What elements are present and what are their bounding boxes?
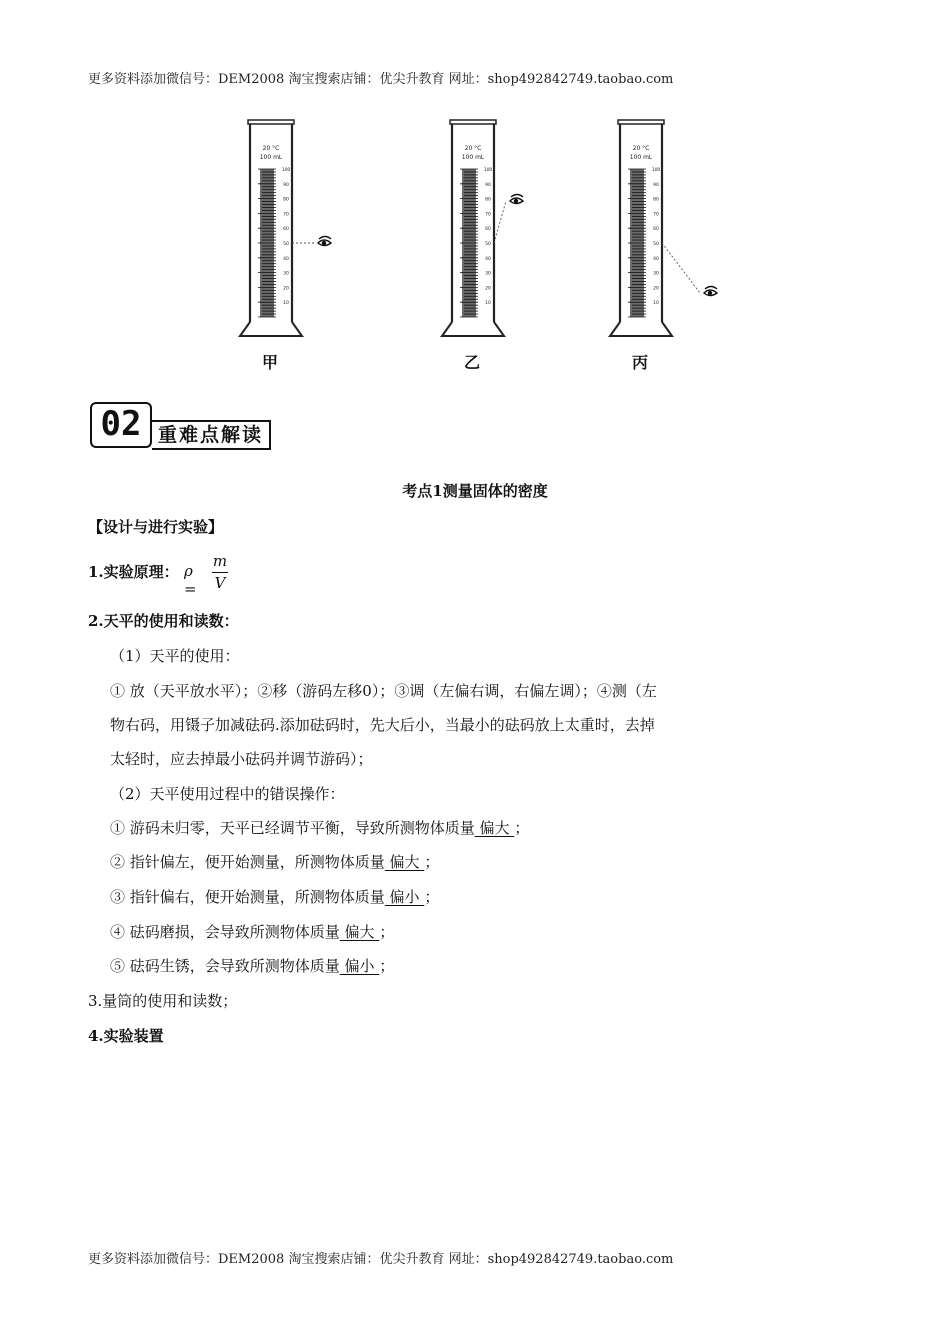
scale-tick-label: 20 [485,286,491,292]
scale-tick-label: 90 [485,182,491,188]
eye-icon [704,287,717,296]
eye-pupil [514,199,518,203]
section-title: 重难点解读 [152,420,271,450]
scale-tick-label: 90 [653,182,659,188]
scale-tick-label: 50 [283,242,289,247]
item-1-label: 1.实验原理： [88,563,179,581]
error-text: ② 指针偏左，便开始测量，所测物体质量 [110,853,385,871]
cylinder-caption: 乙 [463,353,480,372]
scale-tick-label: 70 [485,212,491,218]
numerator: m [212,552,228,570]
scale-tick-label: 60 [283,227,289,233]
eye-brow [319,237,331,240]
eye-pupil [322,241,326,245]
scale-tick-label: 80 [283,197,289,203]
cylinder-cap-label: 100 mL [259,154,283,161]
page-header: 更多资料添加微信号：DEM2008 淘宝搜索店铺：优尖升教育 网址：shop492842749.taobao.com [88,72,674,87]
sight-line [494,201,506,243]
error-item [110,921,394,942]
error-item [110,955,394,976]
scale-tick-label: 50 [485,242,491,247]
error-end: ； [379,923,395,941]
denominator: V [214,574,226,592]
item-2-label: 2.天平的使用和读数： [88,612,239,630]
section-badge [90,402,271,448]
scale-tick-label: 40 [485,256,491,262]
scale-tick-label: 90 [283,182,289,188]
scale-tick-label: 40 [283,256,289,262]
scale-tick-label: 20 [283,286,289,292]
sub-1-line: 太轻时，应去掉最小砝码并调节游码）； [110,750,373,768]
cylinder-caption: 甲 [261,353,278,372]
cylinder-rim [618,120,664,124]
cylinder-diagram [200,112,420,342]
error-text: ① 游码未归零，天平已经调节平衡，导致所测物体质量 [110,819,475,837]
cylinder-diagram [570,112,790,342]
cylinder-rim [450,120,496,124]
scale-tick-label: 60 [653,227,659,233]
error-answer: 偏大 [339,923,380,941]
scale-tick-label: 100 [483,168,493,173]
cylinder-temp-label: 20 °C [262,145,280,152]
item-3-label: 3.量筒的使用和读数； [88,992,238,1010]
error-item [110,886,439,907]
error-item [110,851,439,872]
page-footer: 更多资料添加微信号：DEM2008 淘宝搜索店铺：优尖升教育 网址：shop492842749.taobao.com [88,1252,674,1267]
scale-tick-label: 50 [653,242,659,247]
section-number: 02 [90,402,152,448]
sub-1-line: ① 放（天平放水平）；②移（游码左移0）；③调（左偏右调，右偏左调）；④测（左 [110,682,657,700]
fraction-bar [212,572,228,573]
scale-tick-label: 80 [485,197,491,203]
scale-tick-label: 30 [283,271,289,277]
scale-tick-label: 60 [485,227,491,233]
scale-tick-label: 10 [283,301,289,307]
scale-tick-label: 70 [283,212,289,218]
rho-symbol: ρ = [184,562,197,598]
cylinder-base [442,322,504,336]
error-end: ； [379,957,395,975]
sight-line [662,243,700,293]
eye-brow [705,287,717,290]
cylinder-base [610,322,672,336]
eye-icon [510,195,523,204]
eye-pupil [708,291,712,295]
scale-tick-label: 30 [653,271,659,277]
cylinder-base [240,322,302,336]
scale-tick-label: 100 [281,168,291,173]
error-text: ④ 砝码磨损，会导致所测物体质量 [110,923,340,941]
scale-tick-label: 30 [485,271,491,277]
error-answer: 偏大 [384,853,425,871]
design-heading: 【设计与进行实验】 [88,518,224,536]
scale-tick-label: 20 [653,286,659,292]
cylinder-temp-label: 20 °C [632,145,650,152]
cylinder-figure-jia [200,112,420,372]
cylinder-cap-label: 100 mL [629,154,653,161]
error-answer: 偏大 [474,819,515,837]
cylinder-temp-label: 20 °C [464,145,482,152]
scale-tick-label: 80 [653,197,659,203]
error-end: ； [424,853,440,871]
item-4-label: 4.实验装置 [88,1027,164,1045]
cylinder-caption: 丙 [631,353,648,372]
sub-1-line: 物右码，用镊子加减砝码.添加砝码时，先大后小，当最小的砝码放上太重时，去掉 [110,716,655,734]
error-text: ⑤ 砝码生锈，会导致所测物体质量 [110,957,340,975]
eye-icon [318,237,331,246]
error-answer: 偏小 [384,888,425,906]
cylinder-cap-label: 100 mL [461,154,485,161]
scale-tick-label: 10 [653,301,659,307]
eye-brow [511,195,523,198]
sub-2-title: （2）天平使用过程中的错误操作： [110,785,345,803]
scale-tick-label: 70 [653,212,659,218]
scale-tick-label: 40 [653,256,659,262]
error-item [110,817,529,838]
scale-tick-label: 10 [485,301,491,307]
scale-tick-label: 100 [651,168,661,173]
error-text: ③ 指针偏右，便开始测量，所测物体质量 [110,888,385,906]
topic-title: 考点1测量固体的密度 [402,482,548,500]
cylinder-figure-bing [570,112,790,372]
sub-1-title: （1）天平的使用： [110,647,240,665]
error-end: ； [424,888,440,906]
error-end: ； [514,819,530,837]
cylinder-rim [248,120,294,124]
error-answer: 偏小 [339,957,380,975]
